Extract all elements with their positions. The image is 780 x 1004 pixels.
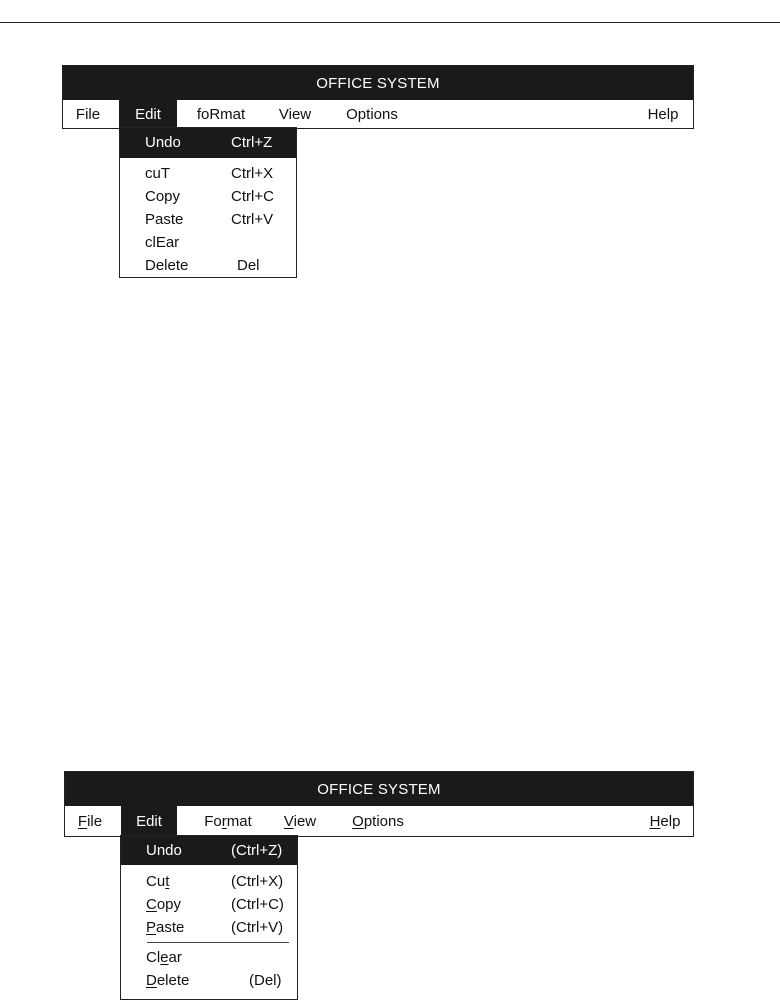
mnemonic-label: Options (352, 812, 404, 830)
menu-item-label: Paste (145, 211, 184, 228)
menu-item-label: Copy (145, 188, 181, 205)
menu-item-shortcut: (Ctrl+X) (231, 873, 284, 890)
edit-dropdown-v1 (119, 127, 297, 278)
menu-item-label: cuT (145, 165, 171, 182)
menu-item-shortcut: Ctrl+Z (231, 134, 273, 151)
menu-edit[interactable] (121, 806, 177, 836)
menu-item-label: Cut (146, 873, 170, 890)
menu-item-copy[interactable] (121, 893, 297, 916)
menu-item-shortcut: (Ctrl+V) (231, 919, 284, 936)
mnemonic-label: View (283, 812, 317, 830)
office-window-v2 (64, 771, 694, 837)
title-bar (63, 66, 693, 100)
menu-item-shortcut: Ctrl+V (231, 211, 274, 228)
menu-format[interactable]: foRmat (196, 105, 246, 123)
menu-item-shortcut: Ctrl+C (231, 188, 274, 205)
menu-help[interactable] (637, 806, 693, 836)
menu-item-clear[interactable] (121, 946, 297, 969)
menu-item-copy[interactable] (120, 185, 296, 208)
mnemonic-label: Help (649, 812, 681, 830)
menu-item-cut[interactable] (120, 162, 296, 185)
window-title: OFFICE SYSTEM (316, 74, 440, 92)
menu-item-cut[interactable] (121, 870, 297, 893)
menu-item-shortcut: (Ctrl+C) (231, 896, 284, 913)
menu-item-undo[interactable] (121, 836, 297, 865)
menu-options[interactable]: Options (346, 105, 398, 123)
menu-view[interactable] (271, 806, 329, 836)
menu-item-shortcut: Ctrl+X (231, 165, 274, 182)
menu-help[interactable]: Help (647, 105, 679, 123)
menu-item-undo[interactable] (120, 128, 296, 158)
menu-item-delete[interactable] (120, 254, 296, 277)
title-bar (65, 772, 693, 806)
menu-bar (65, 806, 693, 836)
menu-item-shortcut: Del (237, 257, 260, 274)
menu-edit[interactable]: Edit (119, 100, 177, 128)
menu-item-label: Delete (145, 257, 189, 274)
mnemonic-label: Edit (136, 812, 162, 830)
window-title: OFFICE SYSTEM (317, 780, 441, 798)
menu-item-shortcut: (Ctrl+Z) (231, 842, 283, 859)
edit-dropdown-v2 (120, 835, 298, 1000)
menu-item-label: Undo (145, 134, 181, 151)
top-rule (0, 22, 780, 23)
menu-item-clear[interactable] (120, 231, 296, 254)
menu-file[interactable] (65, 806, 115, 836)
mnemonic-label: File (77, 812, 103, 830)
menu-bar (63, 100, 693, 128)
menu-view[interactable]: View (278, 105, 312, 123)
menu-item-shortcut: (Del) (249, 972, 282, 989)
menu-separator (147, 942, 289, 943)
menu-options[interactable] (337, 806, 419, 836)
menu-item-label: Undo (146, 842, 182, 859)
menu-format[interactable] (189, 806, 267, 836)
menu-item-label: Clear (146, 949, 182, 966)
menu-item-paste[interactable] (121, 916, 297, 939)
menu-item-delete[interactable] (121, 969, 297, 992)
menu-file[interactable]: File (75, 105, 101, 123)
menu-item-label: Paste (146, 919, 185, 936)
menu-item-paste[interactable] (120, 208, 296, 231)
menu-item-label: Copy (146, 896, 182, 913)
menu-item-label: clEar (145, 234, 180, 251)
mnemonic-label: Format (204, 812, 252, 830)
menu-item-label: Delete (146, 972, 190, 989)
office-window-v1 (62, 65, 694, 129)
